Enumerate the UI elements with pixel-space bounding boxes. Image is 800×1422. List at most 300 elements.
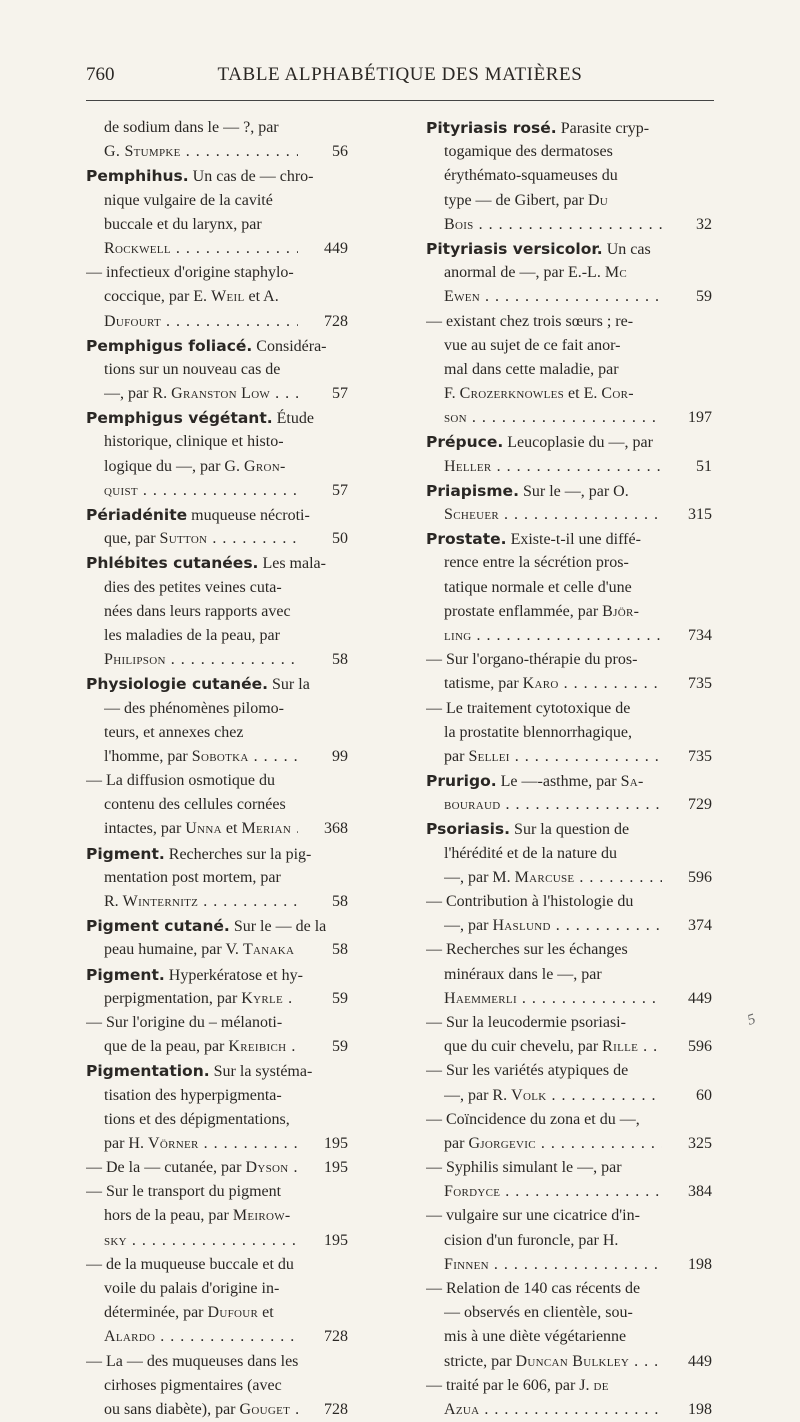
author-name: Fordyce	[444, 1183, 501, 1201]
index-line-text	[104, 938, 298, 962]
index-line-text	[104, 1108, 348, 1132]
index-line	[426, 842, 712, 866]
entry-text: par	[444, 747, 469, 765]
index-line-text	[104, 382, 298, 406]
index-line	[86, 527, 348, 551]
entry-text: minéraux dans le —, par	[444, 965, 602, 983]
index-line	[86, 189, 348, 213]
index-line	[86, 334, 348, 358]
index-line	[426, 1108, 712, 1132]
index-line	[426, 1084, 712, 1108]
index-line-text	[444, 382, 712, 406]
running-title: TABLE ALPHABÉTIQUE DES MATIÈRES	[217, 64, 583, 85]
index-line-text	[426, 938, 712, 962]
index-line	[426, 551, 712, 575]
index-line	[426, 938, 712, 962]
entry-text: que, par	[104, 530, 160, 548]
author-name: G. Stumpke	[104, 143, 181, 161]
page-reference: 368	[324, 820, 348, 838]
index-line-text	[104, 576, 348, 600]
index-line	[426, 1204, 712, 1228]
author-name: Kyrle	[241, 989, 284, 1007]
index-line-text	[444, 1084, 662, 1108]
index-line	[86, 430, 348, 454]
page-reference: 51	[696, 457, 712, 475]
index-line-text	[444, 842, 712, 866]
entry-text: Le —-asthme, par	[496, 773, 621, 791]
index-line-text	[444, 1253, 662, 1277]
index-line-text	[104, 866, 348, 890]
index-line-text	[444, 914, 662, 938]
page-reference: 99	[332, 747, 348, 765]
author-name: Tanaka	[242, 941, 295, 959]
index-line	[86, 890, 348, 914]
index-line-text	[426, 527, 712, 551]
index-line-text	[444, 1180, 662, 1204]
index-line	[86, 1084, 348, 1108]
entry-text: Les mala-	[258, 555, 326, 573]
index-line-text	[444, 551, 712, 575]
index-line-text	[426, 237, 712, 261]
index-line-text	[86, 1180, 348, 1204]
index-line-text	[86, 164, 348, 188]
index-line-text	[104, 213, 348, 237]
entry-text: Existe-t-il une diffé-	[506, 531, 641, 549]
page-header	[86, 60, 714, 94]
author-name: Marcuse	[514, 868, 575, 886]
index-line-text	[426, 1156, 712, 1180]
author-name: Sobotka	[191, 747, 249, 765]
entry-text: — Sur l'organo-thérapie du pros-	[426, 651, 638, 669]
author-name: Haslund	[492, 917, 551, 935]
entry-text: contenu des cellules cornées	[104, 796, 286, 814]
entry-text: —, par M.	[444, 868, 515, 886]
entry-text: R.	[104, 893, 123, 910]
page-reference: 734	[688, 626, 712, 644]
page-reference: 50	[332, 530, 348, 548]
index-line	[426, 624, 712, 648]
index-line	[86, 551, 348, 575]
entry-text: — vulgaire sur une cicatrice d'in-	[426, 1207, 640, 1225]
entry-text: Considéra-	[252, 337, 327, 355]
author-name: Philipson	[104, 651, 166, 669]
page-reference: 735	[688, 747, 712, 765]
index-line	[86, 285, 348, 309]
index-line-text	[104, 285, 348, 309]
index-line	[426, 527, 712, 551]
author-name: Björ-	[602, 602, 640, 620]
author-name: Kreibich	[228, 1038, 287, 1056]
entry-text: Sur la	[268, 676, 310, 694]
index-line-text	[444, 358, 712, 382]
entry-text: Recherches sur la pig-	[164, 845, 312, 863]
page-reference: 59	[332, 989, 348, 1007]
index-line-text	[104, 624, 348, 648]
index-line	[86, 648, 348, 672]
index-line-text	[86, 406, 348, 430]
author-name: Dufourt	[104, 312, 161, 330]
index-line	[426, 1277, 712, 1301]
author-name: Winternitz	[122, 893, 199, 910]
index-line	[86, 1108, 348, 1132]
index-line	[426, 697, 712, 721]
author-name: Gron-	[243, 457, 286, 475]
index-line-text	[444, 963, 712, 987]
index-line-text	[104, 1374, 348, 1398]
author-name: sky	[104, 1231, 127, 1249]
entry-text: buccale et du larynx, par	[104, 215, 262, 233]
index-line	[426, 1011, 712, 1035]
index-line-text	[426, 648, 712, 672]
index-line-text	[444, 1325, 712, 1349]
author-name: Haemmerli	[444, 989, 517, 1007]
index-line	[426, 189, 712, 213]
index-line-text	[444, 793, 662, 817]
entry-text: voile du palais d'origine in-	[104, 1280, 280, 1297]
entry-text: cision d'un furoncle, par H.	[444, 1231, 619, 1249]
entry-text: érythémato-squameuses du	[444, 167, 618, 185]
page-reference: 728	[324, 312, 348, 330]
entry-text: Un cas	[602, 240, 651, 258]
index-line	[426, 1132, 712, 1156]
index-line	[86, 866, 348, 890]
index-line-text	[104, 455, 348, 479]
index-line-text	[104, 527, 298, 551]
entry-text: tatique normale et celle d'une	[444, 578, 632, 596]
index-line-text	[444, 600, 712, 624]
entry-headword: Prépuce.	[426, 433, 504, 452]
entry-text: — Sur la leucodermie psoriasi-	[426, 1013, 626, 1031]
entry-text: la prostatite blennorrhagique,	[444, 723, 632, 741]
entry-text: par H.	[104, 1134, 148, 1152]
index-line-text	[444, 721, 712, 745]
index-line-text	[426, 116, 712, 140]
index-line	[86, 358, 348, 382]
entry-text: anormal de —, par E.-L.	[444, 264, 605, 282]
index-line-text	[444, 334, 712, 358]
page-reference: 735	[688, 675, 712, 693]
entry-text: historique, clinique et histo-	[104, 433, 284, 451]
page-reference: 57	[332, 385, 348, 403]
entry-text: — Sur les variétés atypiques de	[426, 1062, 629, 1080]
index-line	[86, 164, 348, 188]
author-name: Rockwell	[104, 239, 171, 257]
author-name: Sellei	[468, 747, 510, 765]
index-line	[86, 1325, 348, 1349]
index-line-text	[86, 1156, 298, 1180]
entry-headword: Périadénite	[86, 506, 188, 524]
index-line	[86, 382, 348, 406]
entry-headword: Priapisme.	[426, 481, 519, 500]
index-line-text	[104, 721, 348, 745]
entry-text: logique du —, par G.	[104, 457, 244, 475]
index-line	[86, 576, 348, 600]
author-name: Volk	[511, 1086, 547, 1104]
index-line-text	[444, 455, 662, 479]
index-line	[86, 1132, 348, 1156]
index-line	[86, 406, 348, 430]
entry-text: tisation des hyperpigmenta-	[104, 1086, 282, 1104]
index-line-text	[86, 261, 348, 285]
entry-text: — existant chez trois sœurs ; re-	[426, 312, 634, 330]
index-line	[426, 987, 712, 1011]
page-reference: 728	[324, 1400, 348, 1418]
margin-annotation: 5	[745, 1011, 758, 1029]
index-line-text	[104, 817, 298, 841]
page-reference: 449	[688, 1352, 712, 1370]
index-line	[426, 1325, 712, 1349]
entry-text: — de la muqueuse buccale et du	[86, 1255, 294, 1273]
author-name: Gouget	[239, 1400, 291, 1418]
index-line	[426, 721, 712, 745]
entry-text: — La — des muqueuses dans les	[86, 1352, 299, 1370]
entry-text: perpigmentation, par	[104, 989, 242, 1007]
entry-text: cirhoses pigmentaires (avec	[104, 1376, 282, 1394]
page-reference: 59	[696, 288, 712, 306]
index-line-text	[444, 745, 662, 769]
entry-text: Sur le — de la	[229, 918, 327, 936]
page-reference: 197	[688, 409, 712, 427]
entry-text: ou sans diabète), par	[104, 1400, 240, 1418]
entry-text: l'hérédité et de la nature du	[444, 844, 618, 862]
author-name: Vörner	[147, 1134, 199, 1152]
author-name: Dufour	[207, 1304, 259, 1322]
entry-headword: Physiologie cutanée.	[86, 675, 269, 694]
index-line	[426, 914, 712, 938]
author-name: Alardo	[104, 1328, 156, 1346]
index-line	[426, 600, 712, 624]
entry-text: déterminée, par	[104, 1304, 208, 1322]
entry-text: vue au sujet de ce fait anor-	[444, 336, 621, 354]
index-line-text	[426, 479, 712, 503]
index-line-text	[104, 600, 348, 624]
index-line	[86, 1301, 348, 1325]
entry-text: Étude	[272, 410, 314, 428]
index-line	[86, 672, 348, 696]
author-name: ling	[444, 626, 472, 644]
author-name: Rille	[602, 1038, 639, 1056]
entry-text: — Contribution à l'histologie du	[426, 893, 634, 910]
entry-text: teurs, et annexes chez	[104, 723, 244, 741]
index-line-text	[444, 213, 662, 237]
index-line-text	[86, 551, 348, 575]
index-line	[426, 1035, 712, 1059]
page-reference: 449	[688, 989, 712, 1007]
index-line	[86, 987, 348, 1011]
entry-text: tatisme, par	[444, 675, 523, 693]
entry-text: mal dans cette maladie, par	[444, 360, 619, 378]
entry-text: — Relation de 140 cas récents de	[426, 1280, 641, 1297]
index-line-text	[444, 576, 712, 600]
page-reference: 384	[688, 1183, 712, 1201]
entry-headword: Prurigo.	[426, 772, 497, 791]
author-name: Sa-	[620, 773, 644, 791]
page-reference: 60	[696, 1086, 712, 1104]
author-name: Cor-	[601, 385, 634, 403]
index-line-text	[104, 358, 348, 382]
author-name: Duncan Bulkley	[515, 1352, 630, 1370]
index-line	[426, 1301, 712, 1325]
index-line	[86, 237, 348, 261]
entry-text: intactes, par	[104, 820, 186, 838]
index-line-text	[444, 503, 662, 527]
index-line	[86, 769, 348, 793]
entry-text: — Recherches sur les échanges	[426, 941, 628, 959]
author-name: Meirow-	[232, 1207, 291, 1225]
index-line	[426, 648, 712, 672]
index-line	[86, 503, 348, 527]
index-line-text	[86, 914, 348, 938]
index-line	[426, 866, 712, 890]
index-line	[86, 793, 348, 817]
page-reference: 315	[688, 506, 712, 523]
right-column	[426, 116, 738, 1422]
entry-text: tions et des dépigmentations,	[104, 1110, 290, 1128]
page-number: 760	[86, 64, 115, 85]
index-line-text	[104, 890, 298, 914]
index-line-text	[86, 769, 348, 793]
author-name: Karo	[522, 675, 559, 693]
index-line-text	[444, 1398, 662, 1422]
index-line-text	[104, 479, 298, 503]
entry-text: Sur la question de	[510, 821, 630, 839]
entry-text: et A.	[244, 288, 279, 306]
entry-text: —, par	[444, 917, 493, 935]
index-line-text	[104, 745, 298, 769]
index-line-text	[104, 1035, 298, 1059]
index-line-text	[86, 672, 348, 696]
index-line-text	[104, 1398, 298, 1422]
author-name: Weil	[211, 288, 245, 306]
page-reference: 58	[332, 893, 348, 910]
author-name: Granston Low	[171, 385, 271, 403]
index-line-text	[104, 189, 348, 213]
entry-text: stricte, par	[444, 1352, 516, 1370]
entry-text: tions sur un nouveau cas de	[104, 360, 281, 378]
index-line	[426, 358, 712, 382]
index-line	[86, 1277, 348, 1301]
index-line-text	[426, 817, 712, 841]
entry-text: hors de la peau, par	[104, 1207, 233, 1225]
index-line	[426, 1059, 712, 1083]
index-line	[426, 503, 712, 527]
entry-text: — De la — cutanée, par	[86, 1159, 246, 1177]
entry-text: — Coïncidence du zona et du —,	[426, 1110, 640, 1128]
page-reference: 198	[688, 1400, 712, 1418]
index-line	[86, 1374, 348, 1398]
index-line	[86, 1229, 348, 1253]
index-line-text	[426, 1374, 712, 1398]
entry-text: — Syphilis simulant le —, par	[426, 1159, 622, 1177]
author-name: Crozerknowles	[459, 385, 565, 403]
entry-text: Sur la systéma-	[209, 1063, 313, 1081]
index-line	[426, 793, 712, 817]
index-line-text	[86, 1059, 348, 1083]
entry-headword: Pigment.	[86, 844, 165, 863]
index-line-text	[444, 1229, 712, 1253]
index-line	[86, 745, 348, 769]
index-line-text	[426, 1011, 712, 1035]
index-line-text	[86, 1253, 348, 1277]
index-line-text	[86, 503, 348, 527]
entry-text: dies des petites veines cuta-	[104, 578, 282, 596]
entry-headword: Pityriasis rosé.	[426, 119, 557, 137]
entry-text: Leucoplasie du —, par	[503, 434, 653, 452]
index-line	[86, 842, 348, 866]
entry-text: coccique, par E.	[104, 288, 212, 306]
page-reference: 32	[696, 215, 712, 233]
index-line-text	[426, 769, 712, 793]
entry-text: —, par R.	[444, 1086, 512, 1104]
index-line	[426, 769, 712, 793]
author-name: Mc	[604, 264, 627, 282]
index-line-text	[104, 648, 298, 672]
index-line-text	[444, 164, 712, 188]
index-line	[426, 1156, 712, 1180]
entry-headword: Psoriasis.	[426, 820, 511, 839]
index-line	[426, 116, 712, 140]
index-line-text	[104, 793, 348, 817]
index-line	[86, 140, 348, 164]
index-line	[426, 334, 712, 358]
index-line-text	[444, 672, 662, 696]
index-line	[86, 1350, 348, 1374]
index-line	[426, 1180, 712, 1204]
entry-text: prostate enflammée, par	[444, 602, 603, 620]
index-line	[426, 745, 712, 769]
index-line-text	[426, 1277, 712, 1301]
page-reference: 58	[332, 941, 348, 959]
index-line-text	[104, 1301, 348, 1325]
index-line	[426, 237, 712, 261]
index-line	[86, 697, 348, 721]
index-line-text	[104, 1132, 298, 1156]
entry-headword: Phlébites cutanées.	[86, 554, 259, 573]
index-line	[86, 310, 348, 334]
header-rule	[86, 100, 714, 101]
index-line-text	[444, 987, 662, 1011]
entry-text: Un cas de — chro-	[188, 168, 314, 186]
index-line	[426, 430, 712, 454]
index-line	[426, 1374, 712, 1398]
entry-text: nique vulgaire de la cavité	[104, 191, 273, 209]
index-line	[426, 1253, 712, 1277]
author-name: quist	[104, 481, 138, 499]
entry-text: type — de Gibert, par	[444, 191, 588, 209]
index-line	[426, 285, 712, 309]
author-name: Sutton	[159, 530, 208, 548]
index-line	[426, 310, 712, 334]
index-line-text	[86, 842, 348, 866]
page-reference: 449	[324, 239, 348, 257]
entry-headword: Pigmentation.	[86, 1062, 210, 1081]
author-name: son	[444, 409, 467, 427]
index-line-text	[86, 1011, 348, 1035]
entry-text: —, par R.	[104, 385, 172, 403]
index-line-text	[444, 1035, 662, 1059]
entry-text: et E.	[564, 385, 602, 403]
page-reference: 374	[688, 917, 712, 935]
page-reference: 596	[688, 868, 712, 886]
index-line	[86, 479, 348, 503]
index-line	[86, 213, 348, 237]
index-line	[426, 382, 712, 406]
index-line	[86, 261, 348, 285]
entry-text: mis à une diète végétarienne	[444, 1328, 627, 1346]
author-name: Du	[587, 191, 609, 209]
entry-text: Parasite cryp-	[556, 120, 650, 137]
entry-text: mentation post mortem, par	[104, 868, 281, 886]
